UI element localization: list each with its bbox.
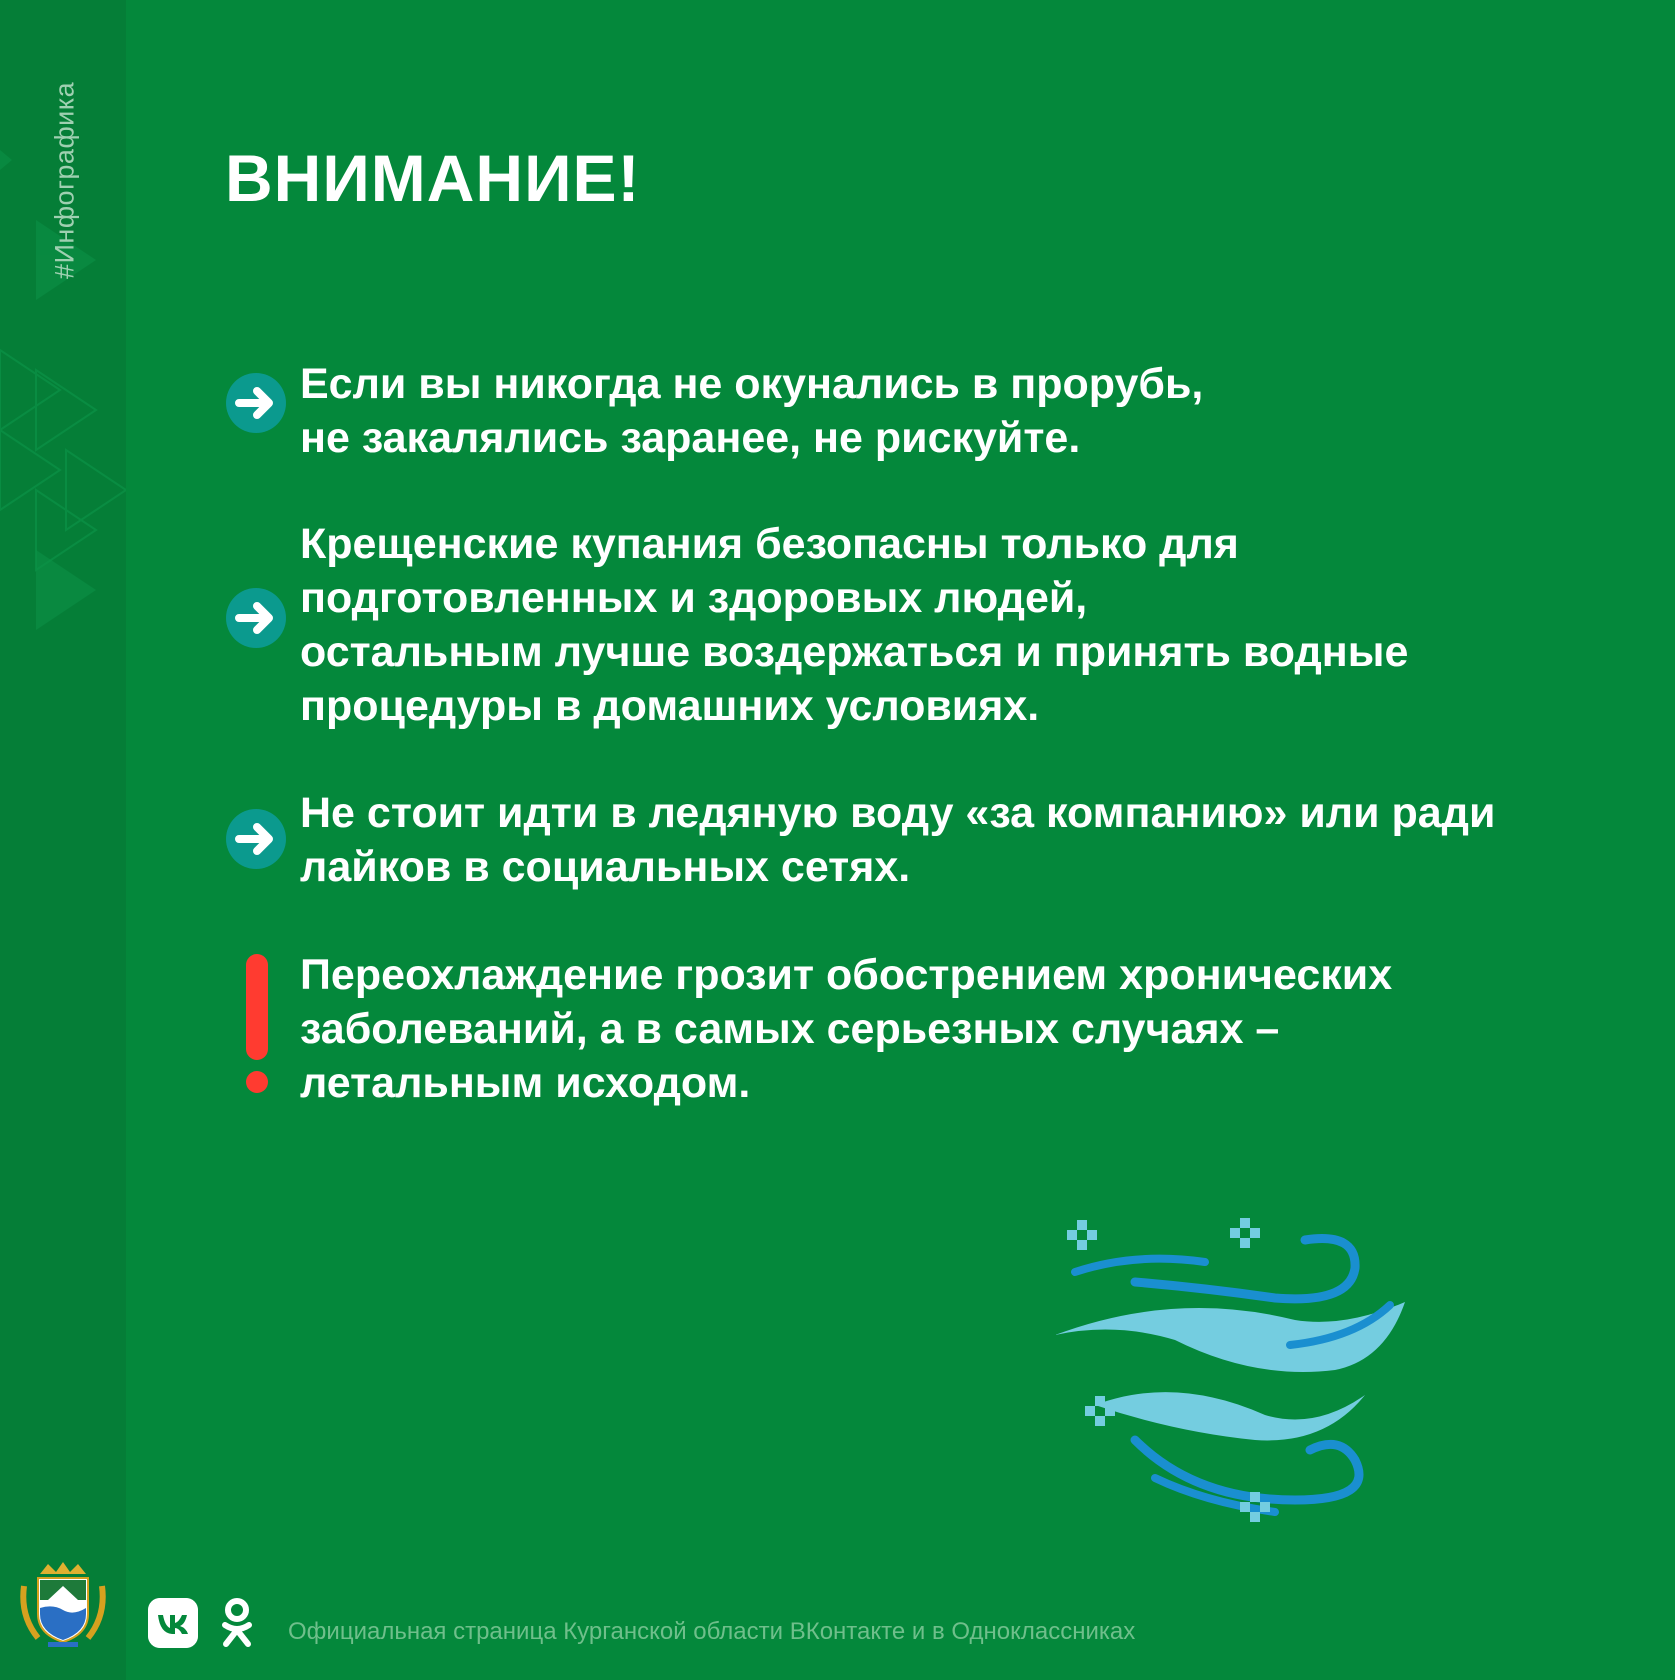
text-line: лайков в социальных сетях.: [300, 843, 911, 891]
text-line: заболеваний, а в самых серьезных случаях –: [300, 1005, 1280, 1053]
warning-item-2: [225, 517, 1675, 733]
warning-item-1: [225, 357, 1675, 467]
warning-item-4: [225, 948, 1675, 1112]
hashtag-label: #Инфографика: [49, 81, 80, 279]
text-line: Не стоит идти в ледяную воду «за компанию» или ради: [300, 789, 1496, 837]
text-line: Переохлаждение грозит обострением хронических: [300, 951, 1393, 999]
exclamation-icon: [243, 954, 271, 1094]
sidebar: [0, 0, 126, 1680]
footer-caption: Официальная страница Курганской области ВКонтакте и в Одноклассниках: [288, 1618, 1136, 1645]
text-line: подготовленных и здоровых людей,: [300, 574, 1088, 622]
vk-icon[interactable]: [148, 1598, 198, 1648]
warning-item-3: [225, 786, 1675, 896]
text-line: процедуры в домашних условиях.: [300, 682, 1040, 730]
text-line: не закалялись заранее, не рискуйте.: [300, 414, 1081, 462]
text-line: Если вы никогда не окунались в прорубь,: [300, 360, 1204, 408]
text-line: летальным исходом.: [300, 1059, 751, 1107]
arrow-right-icon: [225, 808, 287, 870]
text-line: Крещенские купания безопасны только для: [300, 520, 1239, 568]
warning-text-2: [300, 517, 1675, 733]
text-line: остальным лучше воздержаться и принять водные: [300, 628, 1409, 676]
odnoklassniki-icon[interactable]: [220, 1598, 254, 1650]
arrow-right-icon: [225, 372, 287, 434]
warning-text-1: [300, 357, 1675, 465]
warning-text-4: [300, 948, 1675, 1110]
wind-snow-icon: [1055, 1210, 1415, 1530]
page-title: ВНИМАНИЕ!: [225, 141, 641, 215]
arrow-right-icon: [225, 587, 287, 649]
coat-of-arms-icon: [18, 1556, 108, 1648]
warning-text-3: [300, 786, 1675, 894]
